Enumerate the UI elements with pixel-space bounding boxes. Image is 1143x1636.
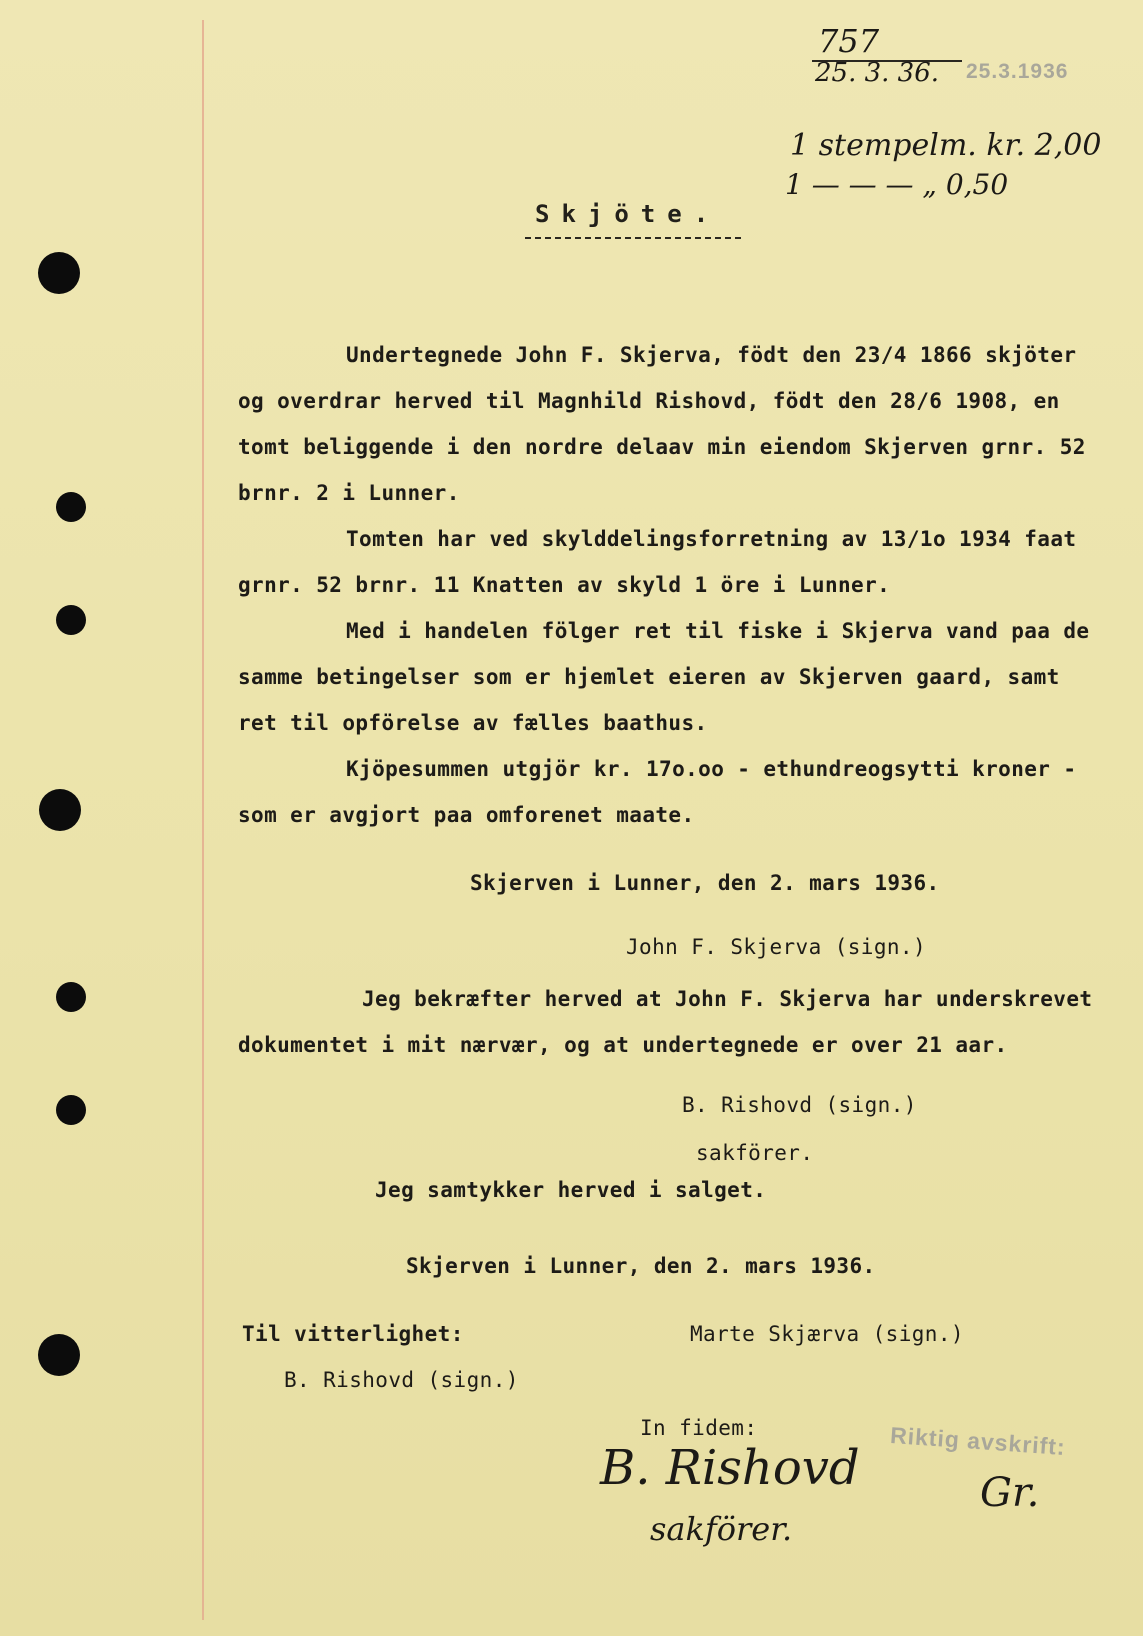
- place-date: Skjerven i Lunner, den 2. mars 1936.: [470, 871, 940, 895]
- title-underline: [525, 237, 741, 239]
- confirmation-line: Jeg bekræfter herved at John F. Skjerva har underskrevet: [362, 987, 1093, 1011]
- body-line: samme betingelser som er hjemlet eieren av Skjerven gaard, samt: [238, 665, 1060, 689]
- binder-hole: [38, 1334, 80, 1376]
- in-fidem-label: In fidem:: [640, 1416, 758, 1440]
- binder-hole: [56, 982, 86, 1012]
- signature-title: sakförer.: [696, 1141, 814, 1165]
- binder-hole: [39, 789, 81, 831]
- witness-signature: B. Rishovd (sign.): [284, 1368, 519, 1392]
- stamp-fee-line-1: 1 stempelm. kr. 2,00: [790, 128, 1102, 163]
- body-line: Kjöpesummen utgjör kr. 17o.oo - ethundreogsytti kroner -: [346, 757, 1077, 781]
- body-line: grnr. 52 brnr. 11 Knatten av skyld 1 öre i Lunner.: [238, 573, 891, 597]
- handwritten-signature-title: sakförer.: [650, 1510, 793, 1548]
- binder-hole: [56, 492, 86, 522]
- correct-copy-stamp: Riktig avskrift:: [889, 1421, 1067, 1461]
- signature-marte: Marte Skjærva (sign.): [690, 1322, 964, 1346]
- document-title: Skjöte.: [535, 200, 721, 228]
- binder-hole: [56, 1095, 86, 1125]
- witness-label: Til vitterlighet:: [242, 1322, 464, 1346]
- date-stamp: 25.3.1936: [966, 60, 1069, 83]
- margin-line: [202, 20, 204, 1620]
- stamp-fee-line-2: 1 — — — „ 0,50: [785, 168, 1009, 201]
- confirmation-line: dokumentet i mit nærvær, og at undertegnede er over 21 aar.: [238, 1033, 1008, 1057]
- body-line: som er avgjort paa omforenet maate.: [238, 803, 695, 827]
- body-line: ret til opförelse av fælles baathus.: [238, 711, 708, 735]
- handwritten-date: 25. 3. 36.: [815, 58, 940, 88]
- consent-line: Jeg samtykker herved i salget.: [375, 1178, 767, 1202]
- body-line: brnr. 2 i Lunner.: [238, 481, 460, 505]
- binder-hole: [56, 605, 86, 635]
- initials-signature: Gr.: [980, 1470, 1040, 1516]
- body-line: og overdrar herved til Magnhild Rishovd, födt den 28/6 1908, en: [238, 389, 1060, 413]
- place-date: Skjerven i Lunner, den 2. mars 1936.: [406, 1254, 876, 1278]
- document-number: 757: [818, 22, 880, 60]
- signature-rishovd: B. Rishovd (sign.): [682, 1093, 917, 1117]
- signature-john: John F. Skjerva (sign.): [626, 935, 926, 959]
- body-line: Undertegnede John F. Skjerva, födt den 23/4 1866 skjöter: [346, 343, 1077, 367]
- binder-hole: [38, 252, 80, 294]
- body-line: Tomten har ved skylddelingsforretning av 13/1o 1934 faat: [346, 527, 1077, 551]
- body-line: tomt beliggende i den nordre delaav min eiendom Skjerven grnr. 52: [238, 435, 1086, 459]
- body-line: Med i handelen fölger ret til fiske i Skjerva vand paa de: [346, 619, 1090, 643]
- handwritten-signature: B. Rishovd: [600, 1440, 860, 1496]
